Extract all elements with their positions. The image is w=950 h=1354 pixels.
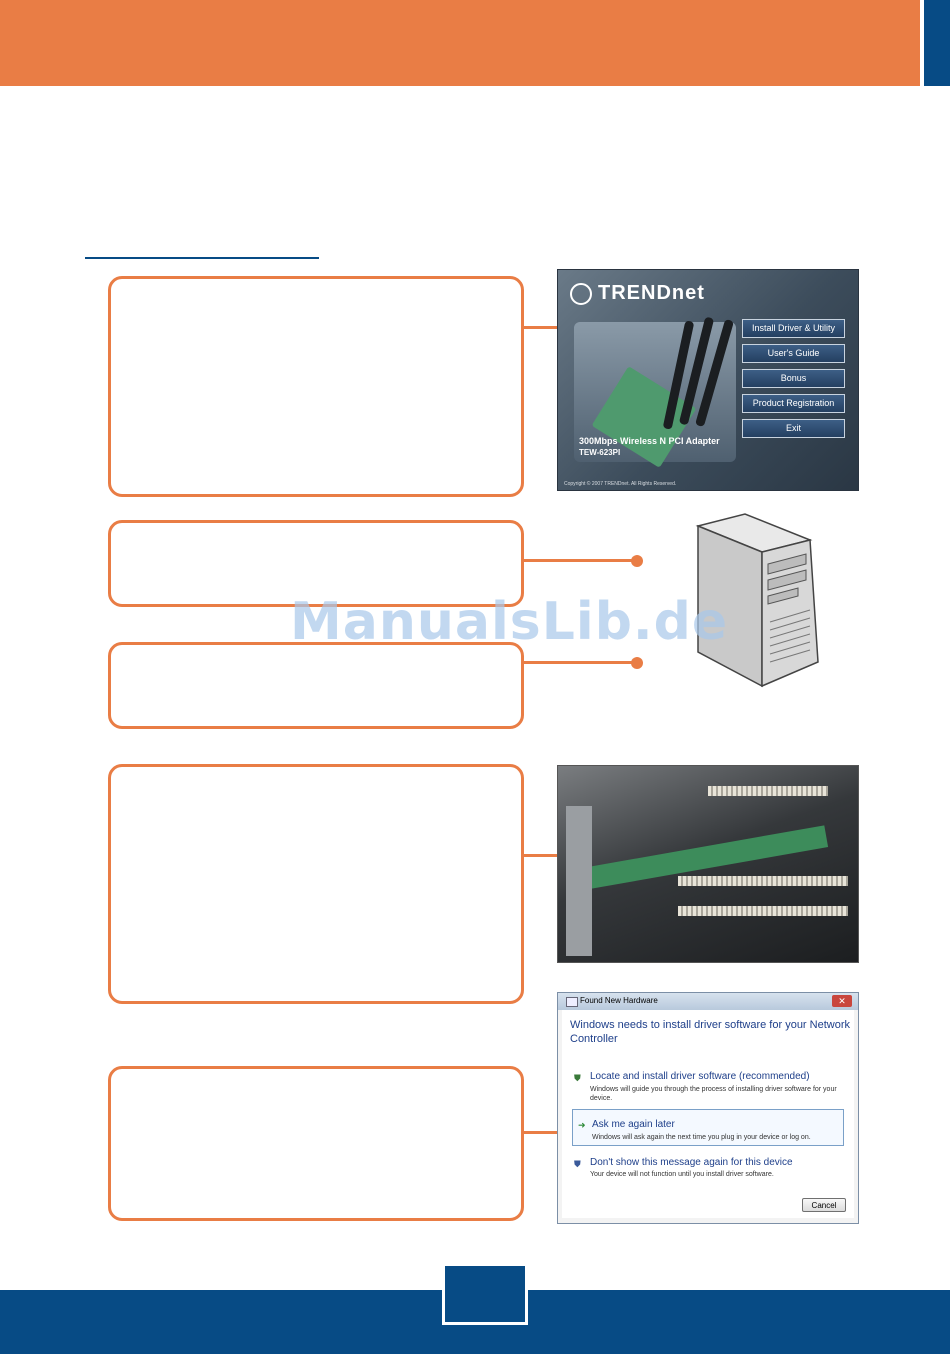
connector-line-3	[523, 661, 635, 664]
option-ask-later-desc: Windows will ask again the next time you plug in your device or log on.	[592, 1134, 811, 1141]
cancel-button[interactable]: Cancel	[802, 1198, 846, 1212]
shield-icon: ⛊	[574, 1159, 581, 1169]
shield-icon: ⛊	[574, 1073, 581, 1083]
bonus-button[interactable]: Bonus	[742, 369, 845, 388]
header-bar	[0, 0, 920, 86]
pci-slot	[678, 876, 848, 886]
window-icon	[566, 997, 578, 1007]
product-registration-button[interactable]: Product Registration	[742, 394, 845, 413]
step-box-1	[108, 276, 524, 497]
dialog-title: Found New Hardware	[580, 996, 658, 1005]
pci-slot	[708, 786, 828, 796]
option-locate-title[interactable]: Locate and install driver software (recommended)	[590, 1071, 810, 1082]
watermark: ManualsLib.de	[290, 592, 729, 652]
arrow-icon: ➜	[578, 1120, 586, 1130]
connector-dot-2	[631, 555, 643, 567]
install-driver-button[interactable]: Install Driver & Utility	[742, 319, 845, 338]
step-box-4	[108, 764, 524, 1004]
connector-line-2	[523, 559, 635, 562]
option-dont-show-title[interactable]: Don't show this message again for this device	[590, 1157, 793, 1168]
dialog-heading: Windows needs to install driver software for your Network Controller	[570, 1019, 850, 1045]
trendnet-logo-icon	[570, 283, 592, 305]
pci-installation-photo	[557, 765, 859, 963]
option-ask-later-title[interactable]: Ask me again later	[592, 1119, 675, 1130]
brand-logo-text: TRENDnet	[598, 282, 705, 304]
section-underline	[85, 257, 319, 259]
users-guide-button[interactable]: User's Guide	[742, 344, 845, 363]
page-number-box	[442, 1263, 528, 1325]
header-side-tab	[924, 0, 950, 86]
step-box-5	[108, 1066, 524, 1221]
pci-slot	[678, 906, 848, 916]
exit-button[interactable]: Exit	[742, 419, 845, 438]
product-model: TEW-623PI	[579, 448, 621, 457]
product-name: 300Mbps Wireless N PCI Adapter	[579, 436, 720, 446]
case-bracket	[566, 806, 592, 956]
step-box-3	[108, 642, 524, 729]
option-locate-desc: Windows will guide you through the process of installing driver software for your device.	[590, 1086, 837, 1102]
close-icon[interactable]: ✕	[832, 995, 852, 1007]
option-dont-show-desc: Your device will not function until you install driver software.	[590, 1171, 774, 1178]
copyright-text: Copyright © 2007 TRENDnet. All Rights Reserved.	[564, 481, 677, 487]
found-new-hardware-dialog	[557, 992, 859, 1224]
autorun-screen	[557, 269, 859, 491]
connector-dot-3	[631, 657, 643, 669]
